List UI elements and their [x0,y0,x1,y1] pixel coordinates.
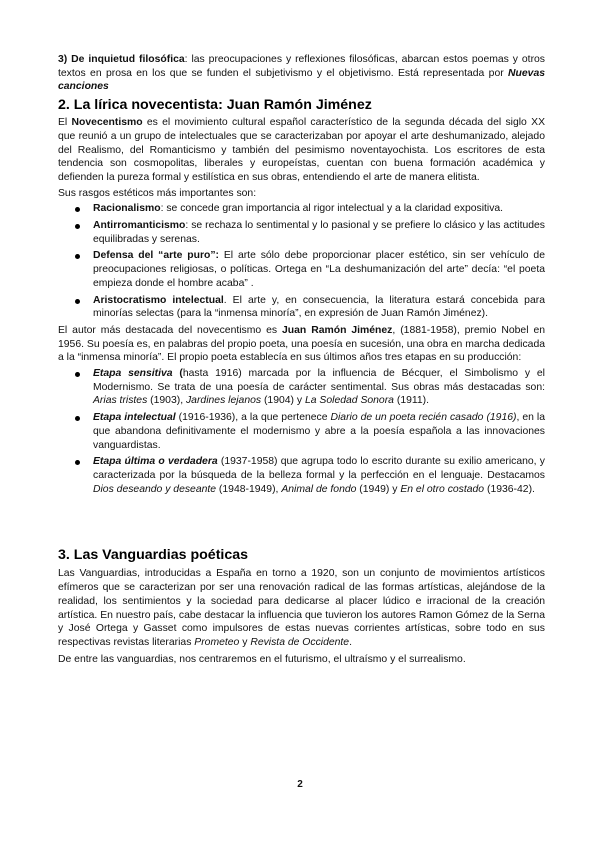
traits-list [58,202,545,321]
list-item [58,367,545,408]
bullet-icon [75,372,80,377]
vanguardias-closing: De entre las vanguardias, nos centraremos en el futurismo, el ultraísmo y el surrealismo. [58,653,466,665]
list-item [58,249,545,290]
work-title: Arias tristes [93,395,148,407]
stage-title: Etapa sensitiva [93,368,173,380]
trait-term: Aristocratismo intelectual [93,294,224,306]
bullet-icon [75,254,80,259]
magazine-title: Revista de Occidente [250,636,350,648]
text-span: (1911). [393,395,430,407]
bullet-icon [75,207,80,212]
list-item [58,294,545,321]
intro-text: : las preocupaciones y reflexiones filosóficas, abarcan estos poemas y otros textos en prosa en los que se funden el subjetivismo y el objetivismo. Está representada por [58,54,546,79]
intro-paragraph [58,53,545,94]
text-span: (1916-1936), a la que pertenece [175,412,331,424]
bullet-icon [75,460,80,465]
stage-title: Etapa intelectual [93,412,176,424]
text-span: ( [172,368,183,380]
text-span: (1937-1958) que agrupa todo lo escrito durante su exilio americano, y caracterizada por la búsqueda de la belleza formal y la perfección en el lenguaje. Destacamos [93,456,545,481]
work-title: La Soledad Sonora [304,395,394,407]
trait-text: . El arte y, en consecuencia, la literatura estará concebida para minorías selectas (para la “inmensa minoría”, en expresión de Juan Ramón Jiménez). [93,294,545,320]
text-span: Las Vanguardias, introducidas a España en torno a 1920, son un conjunto de movimientos artísticos efímeros que se caracterizan por ser una renovación radical de las formas artísticas, alejándose de la realidad, los sentimientos y la sociedad para dedicarse al placer lúdico e irracional de la creación artística. En nuestro país, cabe destacar la influencia que tuvieron los autores Ramon Gómez de la Serna y José Ortega y Gasset como impulsores de estas nuevas corrientes artísticas, sobre todo en sus respectivas revistas literarias [58,568,545,648]
traits-intro: Sus rasgos estéticos más importantes son: [58,187,257,199]
author-name: Juan Ramón Jiménez [282,324,393,336]
text-span: es el movimiento cultural español característico de la segunda década del siglo XX que reunió a un grupo de intelectuales que se caracterizaban por apoyar el arte deshumanizado, alejado del Realismo, del Romanticismo y también del pesimismo noventayochista. Los escritores de esta tendencia son cosmopolitas, liberales y europeístas, cuentan con buena formación académica y defienden la pureza formal y estilística en sus obras, entendiendo el arte de manera elitista. [58,117,545,183]
text-span: El autor más destacada del novecentismo es [58,324,283,336]
magazine-title: Prometeo [194,636,240,648]
work-title: En el otro costado [400,483,485,495]
stages-list [58,367,545,496]
work-title: Dios deseando y deseante [93,483,217,495]
trait-text: El arte sólo debe proporcionar placer estético, sin ser vehículo de preocupaciones religiosas, o políticas. Ortega en “La deshumanización del arte” decía: “el poeta empieza donde el hombre acaba” . [93,250,545,289]
novecentismo-paragraph [58,116,545,185]
trait-text: : se concede gran importancia al rigor intelectual y a la claridad expositiva. [160,203,504,215]
bullet-icon [75,416,80,421]
list-item [58,202,545,216]
trait-text: : se rechaza lo sentimental y lo pasional y se prefiere lo clásico y las actitudes equilibradas y serenas. [93,220,545,245]
intro-work-title: Nuevas canciones [58,67,545,93]
vanguardias-paragraph [58,567,545,649]
text-span: (1949) y [356,483,401,495]
bullet-icon [75,224,80,229]
trait-term: Racionalismo [93,203,161,215]
text-span: (1903), [147,395,186,407]
list-item [58,411,545,452]
text-span: , (1881-1958), premio Nobel en 1956. Su poesía es, en palabras del propio poeta, una poesía en sucesión, una obra en marcha dedicada a la “inmensa minoría”. El propio poeta establecía en sus últimos años tres etapas en su producción: [58,324,545,364]
stage-title: Etapa última o verdadera [93,456,218,468]
list-item [58,219,545,246]
page-number: 2 [297,779,303,790]
list-item [58,455,545,496]
text-span: El [58,117,72,129]
work-title: Jardines lejanos [185,395,262,407]
author-paragraph [58,324,545,365]
intro-label: 3) De inquietud filosófica [58,54,185,65]
work-title: Animal de fondo [281,483,357,495]
work-title: Diario de un poeta recién casado (1916) [330,412,517,424]
text-span: (1904) y [261,395,305,407]
novecentismo-term: Novecentismo [71,117,143,129]
text-span: , en la que abandona definitivamente el modernismo y abre a la poesía española a las innovaciones vanguardistas. [93,412,545,451]
text-span: hasta 1916) marcada por la influencia de Bécquer, el Simbolismo y el Modernismo. Se trata de una poesía de carácter sentimental. Sus obras más destacadas son: [93,368,545,393]
text-span: (1936-42). [484,483,535,495]
text-span: . [349,636,352,648]
text-span: (1948-1949), [216,483,282,495]
text-span: y [239,636,251,648]
section2-heading: 2. La lírica novecentista: Juan Ramón Jiménez [58,97,372,114]
document-page [58,53,545,666]
trait-term: Antirromanticismo [93,220,186,232]
bullet-icon [75,299,80,304]
trait-term: Defensa del “arte puro”: [93,250,219,262]
section3-heading: 3. Las Vanguardias poéticas [58,547,249,564]
